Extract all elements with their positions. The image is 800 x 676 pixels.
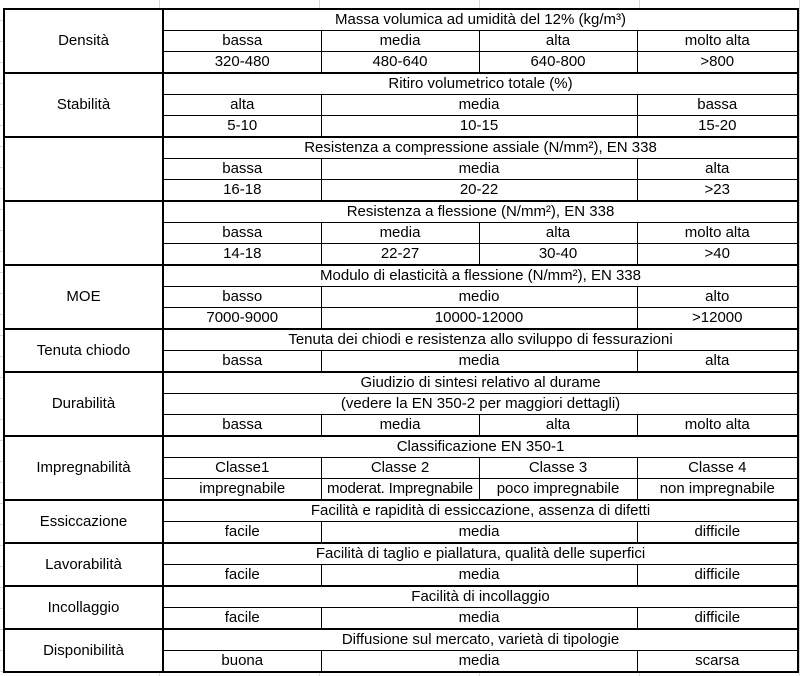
cell-class[interactable]: media <box>321 95 637 116</box>
cell-class[interactable]: molto alta <box>637 223 798 244</box>
cell-class[interactable]: molto alta <box>637 31 798 52</box>
cell-class[interactable]: bassa <box>163 415 321 437</box>
header-flessione[interactable]: Resistenza a flessione (N/mm²), EN 338 <box>163 201 798 223</box>
cell-class[interactable]: media <box>321 565 637 587</box>
row-chiodo-header <box>4 329 798 351</box>
cell-value[interactable]: 10000-12000 <box>321 308 637 330</box>
label-durabilita[interactable]: Durabilità <box>4 372 163 436</box>
row-densita-header <box>4 9 798 31</box>
cell-class[interactable]: alto <box>637 287 798 308</box>
cell-value[interactable]: 16-18 <box>163 180 321 202</box>
row-compressione-header <box>4 137 798 159</box>
header-durabilita-note[interactable]: (vedere la EN 350-2 per maggiori dettagli) <box>163 394 798 415</box>
header-incollaggio[interactable]: Facilità di incollaggio <box>163 586 798 608</box>
cell-class[interactable]: Classe1 <box>163 458 321 479</box>
cell-class[interactable]: molto alta <box>637 415 798 437</box>
cell-class[interactable]: bassa <box>163 351 321 373</box>
cell-value[interactable]: poco impregnabile <box>479 479 637 501</box>
header-durabilita[interactable]: Giudizio di sintesi relativo al durame <box>163 372 798 394</box>
cell-class[interactable]: media <box>321 351 637 373</box>
header-stabilita[interactable]: Ritiro volumetrico totale (%) <box>163 73 798 95</box>
label-incollaggio[interactable]: Incollaggio <box>4 586 163 629</box>
cell-class[interactable]: Classe 4 <box>637 458 798 479</box>
header-chiodo[interactable]: Tenuta dei chiodi e resistenza allo sviluppo di fessurazioni <box>163 329 798 351</box>
cell-class[interactable]: bassa <box>637 95 798 116</box>
label-flessione[interactable] <box>4 201 163 265</box>
cell-class[interactable]: difficile <box>637 565 798 587</box>
cell-class[interactable]: facile <box>163 522 321 544</box>
label-impregnabilita[interactable]: Impregnabilità <box>4 436 163 500</box>
cell-class[interactable]: media <box>321 31 479 52</box>
cell-class[interactable]: alta <box>479 415 637 437</box>
row-essiccazione-header <box>4 500 798 522</box>
cell-class[interactable]: media <box>321 522 637 544</box>
cell-value[interactable]: 30-40 <box>479 244 637 266</box>
cell-class[interactable]: media <box>321 651 637 673</box>
cell-value[interactable]: 14-18 <box>163 244 321 266</box>
label-essiccazione[interactable]: Essiccazione <box>4 500 163 543</box>
cell-class[interactable]: alta <box>637 351 798 373</box>
cell-value[interactable]: 20-22 <box>321 180 637 202</box>
label-disponibilita[interactable]: Disponibilità <box>4 629 163 672</box>
label-chiodo[interactable]: Tenuta chiodo <box>4 329 163 372</box>
header-lavorabilita[interactable]: Facilità di taglio e piallatura, qualità delle superfici <box>163 543 798 565</box>
label-compressione[interactable] <box>4 137 163 201</box>
header-moe[interactable]: Modulo di elasticità a flessione (N/mm²), EN 338 <box>163 265 798 287</box>
cell-class[interactable]: bassa <box>163 31 321 52</box>
cell-value[interactable]: >800 <box>637 52 798 74</box>
cell-class[interactable]: bassa <box>163 223 321 244</box>
cell-value[interactable]: 7000-9000 <box>163 308 321 330</box>
row-impregnabilita-header <box>4 436 798 458</box>
cell-class[interactable]: alta <box>163 95 321 116</box>
cell-class[interactable]: buona <box>163 651 321 673</box>
cell-class[interactable]: media <box>321 223 479 244</box>
label-moe[interactable]: MOE <box>4 265 163 329</box>
cell-value[interactable]: 640-800 <box>479 52 637 74</box>
header-disponibilita[interactable]: Diffusione sul mercato, varietà di tipologie <box>163 629 798 651</box>
cell-value[interactable]: 15-20 <box>637 116 798 138</box>
cell-class[interactable]: facile <box>163 608 321 630</box>
cell-class[interactable]: media <box>321 608 637 630</box>
label-lavorabilita[interactable]: Lavorabilità <box>4 543 163 586</box>
cell-class[interactable]: alta <box>479 223 637 244</box>
cell-class[interactable]: medio <box>321 287 637 308</box>
wood-properties-table <box>3 8 799 673</box>
cell-class[interactable]: media <box>321 415 479 437</box>
cell-value[interactable]: moderat. Impregnabile <box>321 479 479 501</box>
cell-value[interactable]: >23 <box>637 180 798 202</box>
cell-value[interactable]: 320-480 <box>163 52 321 74</box>
cell-value[interactable]: 480-640 <box>321 52 479 74</box>
cell-value[interactable]: >12000 <box>637 308 798 330</box>
row-incollaggio-header <box>4 586 798 608</box>
row-moe-header <box>4 265 798 287</box>
label-stabilita[interactable]: Stabilità <box>4 73 163 137</box>
label-densita[interactable]: Densità <box>4 9 163 73</box>
cell-value[interactable]: impregnabile <box>163 479 321 501</box>
cell-class[interactable]: scarsa <box>637 651 798 673</box>
cell-value[interactable]: 5-10 <box>163 116 321 138</box>
header-essiccazione[interactable]: Facilità e rapidità di essiccazione, assenza di difetti <box>163 500 798 522</box>
cell-class[interactable]: Classe 3 <box>479 458 637 479</box>
cell-class[interactable]: bassa <box>163 159 321 180</box>
cell-class[interactable]: media <box>321 159 637 180</box>
cell-class[interactable]: alta <box>479 31 637 52</box>
row-flessione-header <box>4 201 798 223</box>
cell-class[interactable]: basso <box>163 287 321 308</box>
cell-value[interactable]: 10-15 <box>321 116 637 138</box>
header-compressione[interactable]: Resistenza a compressione assiale (N/mm²), EN 338 <box>163 137 798 159</box>
row-durabilita-header <box>4 372 798 394</box>
header-densita[interactable]: Massa volumica ad umidità del 12% (kg/m³) <box>163 9 798 31</box>
cell-class[interactable]: difficile <box>637 608 798 630</box>
cell-class[interactable]: facile <box>163 565 321 587</box>
row-disponibilita-header <box>4 629 798 651</box>
cell-value[interactable]: 22-27 <box>321 244 479 266</box>
cell-class[interactable]: alta <box>637 159 798 180</box>
cell-class[interactable]: Classe 2 <box>321 458 479 479</box>
cell-value[interactable]: non impregnabile <box>637 479 798 501</box>
row-lavorabilita-header <box>4 543 798 565</box>
row-stabilita-header <box>4 73 798 95</box>
header-impregnabilita[interactable]: Classificazione EN 350-1 <box>163 436 798 458</box>
cell-class[interactable]: difficile <box>637 522 798 544</box>
cell-value[interactable]: >40 <box>637 244 798 266</box>
